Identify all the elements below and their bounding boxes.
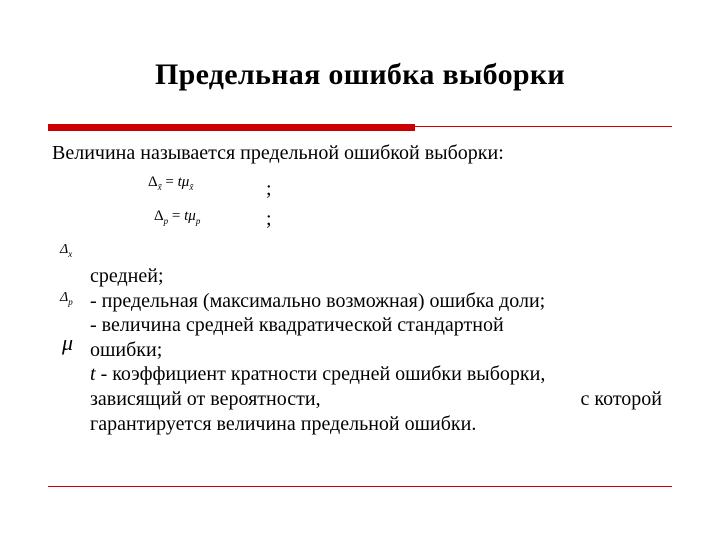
slide-title: Предельная ошибка выборки [154, 58, 566, 91]
title-underline-thin [415, 126, 672, 127]
formula-share-error [154, 208, 200, 226]
definition-line-t-text: - коэффициент кратности средней ошибки выборки, [95, 363, 546, 386]
equals-sign: = [171, 208, 181, 224]
side-mu-symbol: μ [62, 330, 74, 355]
delta-symbol: Δ [60, 242, 69, 257]
definition-line-mean: средней; [90, 265, 164, 287]
mu-subscript: p [195, 216, 201, 226]
bottom-rule [48, 486, 672, 487]
side-delta-p-symbol [60, 290, 73, 307]
mu-symbol: μ [181, 174, 190, 190]
delta-subscript: p [163, 216, 169, 226]
definition-line-mu-cont: ошибки; [90, 338, 163, 361]
definition-line-t-cont-right: с которой [580, 387, 662, 410]
title-underline-thick [48, 124, 415, 131]
definition-line-mu: - величина средней квадратической стандартной [90, 314, 504, 337]
definition-line-t [90, 362, 662, 387]
definitions-block [90, 264, 662, 436]
definition-line-t-end: гарантируется величина предельной ошибки. [90, 412, 477, 435]
delta-subscript: p [68, 296, 73, 307]
formula-mean-semicolon: ; [266, 178, 272, 200]
side-delta-x-symbol [60, 242, 72, 259]
delta-subscript: x̃ [157, 182, 162, 192]
intro-text: Величина называется предельной ошибкой выборки: [52, 142, 504, 164]
mu-symbol: μ [188, 208, 196, 224]
formula-mean-error [148, 174, 193, 192]
t-symbol: t [90, 363, 96, 386]
delta-symbol: Δ [148, 174, 158, 190]
mu-subscript: x̃ [189, 182, 194, 192]
definition-line-share: - предельная (максимально возможная) ошибка доли; [90, 289, 546, 312]
delta-subscript: x [68, 248, 73, 259]
delta-symbol: Δ [154, 208, 164, 224]
t-symbol: t [177, 174, 182, 190]
equals-sign: = [165, 174, 174, 190]
definition-line-t-cont-left: зависящий от вероятности, [90, 387, 321, 410]
definition-line-t-cont [90, 387, 662, 412]
t-symbol: t [184, 208, 189, 224]
formula-share-semicolon: ; [266, 208, 272, 230]
delta-symbol: Δ [60, 290, 69, 305]
